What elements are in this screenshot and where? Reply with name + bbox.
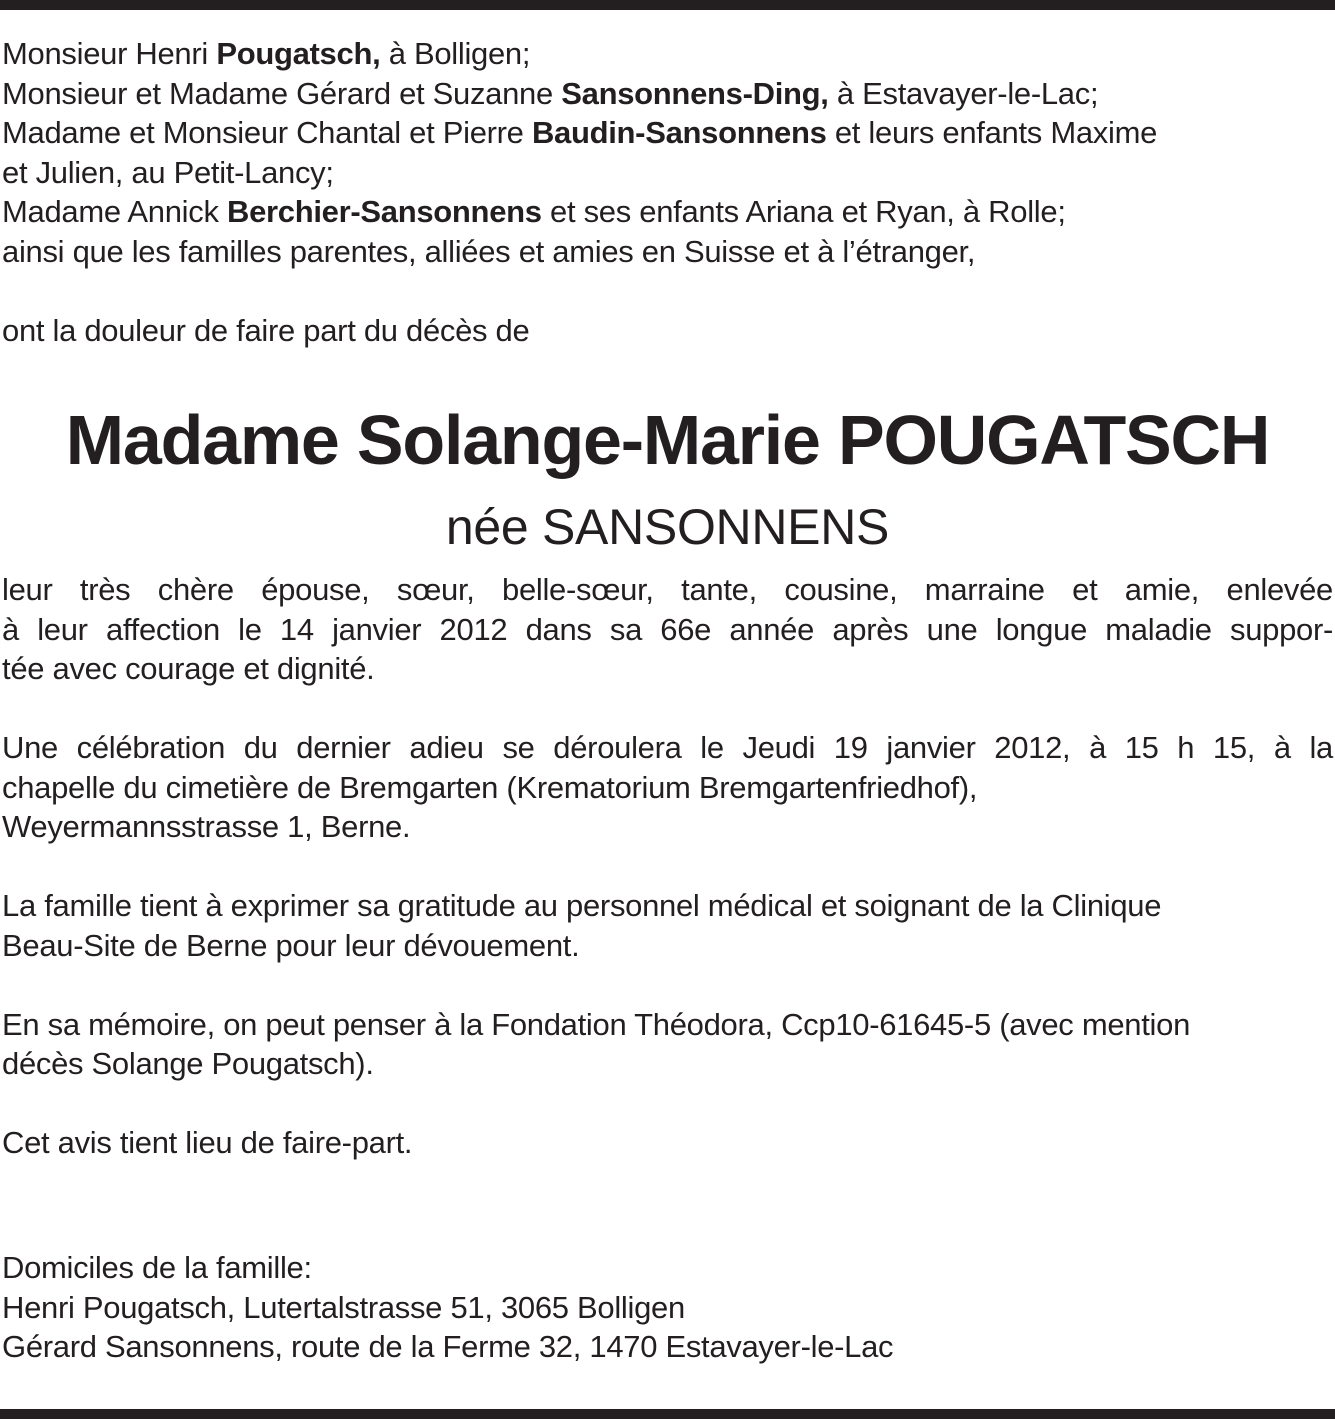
bottom-border-rule <box>0 1409 1335 1419</box>
family-surname: Sansonnens-Ding, <box>561 75 829 111</box>
family-line-4: et Julien, au Petit-Lancy; <box>2 154 334 190</box>
paragraph-donation <box>2 1005 1333 1084</box>
text-line: leur très chère épouse, sœur, belle-sœur, tante, cousine, marraine et amie, enlevée <box>2 572 1333 607</box>
paragraph-ceremony <box>2 728 1333 847</box>
family-surname: Pougatsch, <box>216 36 381 71</box>
text-line: à leur affection le 14 janvier 2012 dans sa 66e année après une longue maladie suppor- <box>2 611 1333 647</box>
family-line-3: Madame et Monsieur Chantal et Pierre Baudin-Sansonnens et leurs enfants Maxime <box>2 115 1158 150</box>
paragraph-tribute <box>2 570 1333 689</box>
spacer <box>2 271 1333 311</box>
top-border-rule <box>0 0 1335 10</box>
text-line: décès Solange Pougatsch). <box>2 1046 374 1081</box>
family-line-6: ainsi que les familles parentes, alliées et amies en Suisse et à l’étranger, <box>2 233 976 269</box>
text-line: Une célébration du dernier adieu se déroulera le Jeudi 19 janvier 2012, à 15 h 15, à la <box>2 730 1333 765</box>
domicile-address: Gérard Sansonnens, route de la Ferme 32, 1470 Estavayer-le-Lac <box>2 1329 894 1364</box>
notice-body <box>2 570 1333 1163</box>
family-surname: Baudin-Sansonnens <box>531 115 827 150</box>
announcement-text: ont la douleur de faire part du décès de <box>2 312 530 348</box>
family-line-1: Monsieur Henri Pougatsch, à Bolligen; <box>2 36 531 71</box>
family-domiciles <box>2 1248 1333 1367</box>
family-line-5: Madame Annick Berchier-Sansonnens et ses enfants Ariana et Ryan, à Rolle; <box>2 194 1066 229</box>
domicile-address: Henri Pougatsch, Lutertalstrasse 51, 3065 Bolligen <box>2 1289 685 1325</box>
text-line: En sa mémoire, on peut penser à la Fondation Théodora, Ccp10-61645-5 (avec mention <box>2 1006 1191 1042</box>
domiciles-heading: Domiciles de la famille: <box>2 1250 312 1285</box>
family-list <box>2 34 1333 350</box>
family-line-2: Monsieur et Madame Gérard et Suzanne Sansonnens-Ding, à Estavayer-le-Lac; <box>2 75 1099 111</box>
text-line: Cet avis tient lieu de faire-part. <box>2 1125 413 1160</box>
text-line: Beau-Site de Berne pour leur dévouement. <box>2 927 580 963</box>
text-line: La famille tient à exprimer sa gratitude au personnel médical et soignant de la Clinique <box>2 888 1162 923</box>
text-line: tée avec courage et dignité. <box>2 651 375 686</box>
family-surname: Berchier-Sansonnens <box>226 194 542 229</box>
deceased-name: Madame Solange-Marie POUGATSCH <box>65 401 1270 479</box>
paragraph-gratitude <box>2 886 1333 965</box>
text-line: chapelle du cimetière de Bremgarten (Krematorium Bremgartenfriedhof), <box>2 769 978 805</box>
paragraph-closing <box>2 1123 1333 1163</box>
text-line: Weyermannsstrasse 1, Berne. <box>2 809 411 844</box>
maiden-name: née SANSONNENS <box>445 499 890 555</box>
